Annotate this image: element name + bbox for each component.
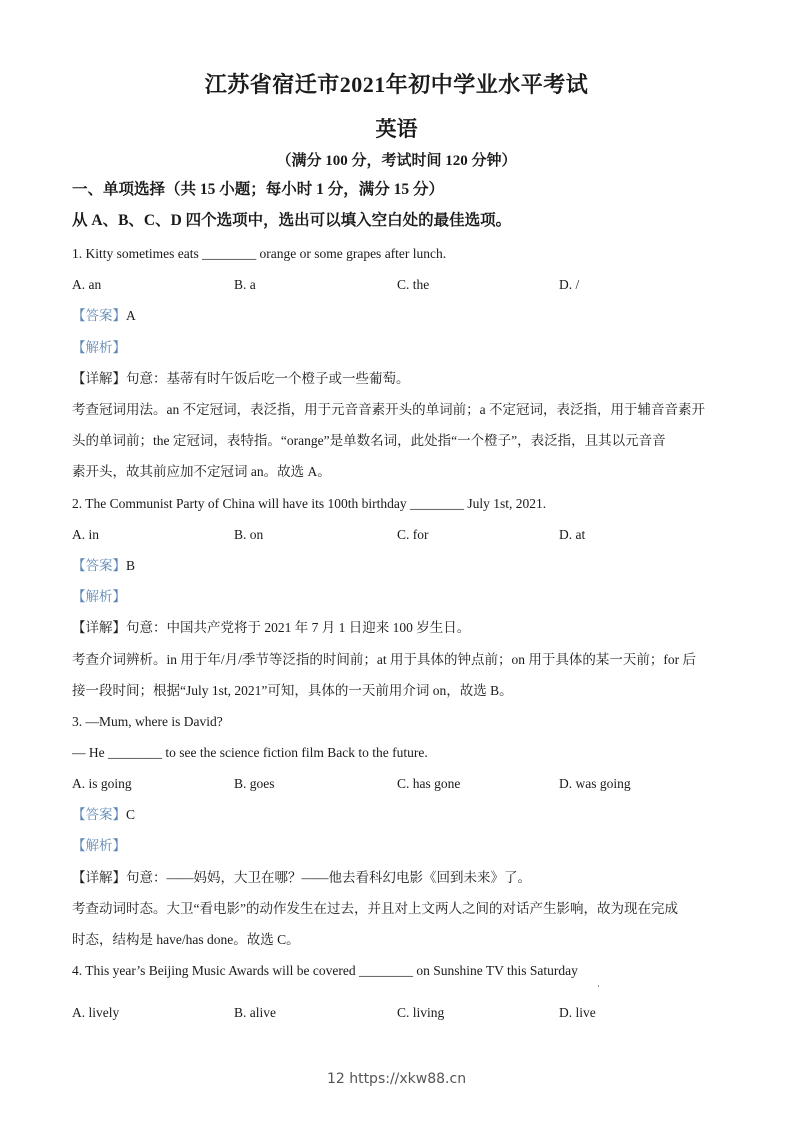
q2-option-d: D. at — [559, 527, 586, 542]
detail-label: 【详解】 — [72, 371, 126, 386]
q3-option-d: D. was going — [559, 776, 631, 791]
q4-option-c: C. living — [397, 1005, 445, 1020]
q2-option-b: B. on — [234, 527, 264, 542]
question-4-stem: 4. This year’s Beijing Music Awards will be covered ________ on Sunshine TV this Saturday — [72, 963, 578, 978]
exam-title: 江苏省宿迁市2021年初中学业水平考试 — [204, 72, 589, 97]
answer-label: 【答案】 — [72, 807, 126, 822]
detail-label: 【详解】 — [72, 870, 126, 885]
q1-explanation-2: 头的单词前；the 定冠词，表特指。“orange”是单数名词，此处指“一个橙子”，表泛指，且其以元音音 — [72, 433, 666, 448]
q1-option-a: A. an — [72, 277, 102, 292]
q3-answer — [72, 806, 135, 824]
q1-option-c: C. the — [397, 277, 430, 292]
q1-explanation-1: 考查冠词用法。an 不定冠词，表泛指，用于元音音素开头的单词前；a 不定冠词，表泛指，用于辅音音素开 — [72, 402, 705, 417]
q3-analysis-label: 【解析】 — [72, 838, 126, 853]
question-1-stem: 1. Kitty sometimes eats ________ orange or some grapes after lunch. — [72, 246, 447, 261]
q2-detail-text: 句意：中国共产党将于 2021 年 7 月 1 日迎来 100 岁生日。 — [126, 620, 471, 635]
q3-answer-value: C — [126, 807, 136, 822]
detail-label: 【详解】 — [72, 620, 126, 635]
question-3-stem-2: — He ________ to see the science fiction film Back to the future. — [72, 745, 428, 760]
section-instruction: 从 A、B、C、D 四个选项中，选出可以填入空白处的最佳选项。 — [72, 212, 512, 229]
question-3-stem-1: 3. —Mum, where is David? — [72, 714, 223, 729]
q2-analysis-label: 【解析】 — [72, 589, 126, 604]
answer-label: 【答案】 — [72, 308, 126, 323]
q1-option-d: D. / — [559, 277, 580, 292]
q1-explanation-3: 素开头，故其前应加不定冠词 an。故选 A。 — [72, 464, 331, 479]
q3-option-c: C. has gone — [397, 776, 461, 791]
q2-explanation-2: 接一段时间；根据“July 1st, 2021”可知，具体的一天前用介词 on，故选 B。 — [72, 683, 513, 698]
answer-label: 【答案】 — [72, 558, 126, 573]
q3-option-a: A. is going — [72, 776, 132, 791]
q3-explanation-2: 时态，结构是 have/has done。故选 C。 — [72, 932, 300, 947]
q1-option-b: B. a — [234, 277, 256, 292]
q1-detail — [72, 370, 410, 388]
q2-option-c: C. for — [397, 527, 429, 542]
page-footer: 12 https://xkw88.cn — [326, 1071, 467, 1087]
q4-option-d: D. live — [559, 1005, 596, 1020]
q2-option-a: A. in — [72, 527, 99, 542]
question-2-stem: 2. The Communist Party of China will have its 100th birthday ________ July 1st, 2021. — [72, 496, 547, 511]
q1-answer — [72, 307, 136, 325]
q1-answer-value: A — [126, 308, 136, 323]
q2-answer — [72, 557, 135, 575]
q4-option-a: A. lively — [72, 1005, 120, 1020]
q2-explanation-1: 考查介词辨析。in 用于年/月/季节等泛指的时间前；at 用于具体的钟点前；on 用于具体的某一天前；for 后 — [72, 652, 696, 667]
q1-analysis-label: 【解析】 — [72, 340, 126, 355]
q2-answer-value: B — [126, 558, 136, 573]
q3-detail-text: 句意：——妈妈，大卫在哪？——他去看科幻电影《回到未来》了。 — [126, 870, 531, 885]
q3-explanation-1: 考查动词时态。大卫“看电影”的动作发生在过去，并且对上文两人之间的对话产生影响，故为现在完成 — [72, 901, 678, 916]
q2-detail — [72, 619, 470, 637]
q1-detail-text: 句意：基蒂有时午饭后吃一个橙子或一些葡萄。 — [126, 371, 410, 386]
q3-detail — [72, 869, 531, 887]
q3-option-b: B. goes — [234, 776, 275, 791]
exam-subject: 英语 — [375, 117, 418, 141]
scan-artifact — [598, 985, 599, 987]
exam-info: （满分 100 分，考试时间 120 分钟） — [276, 153, 517, 169]
q4-option-b: B. alive — [234, 1005, 276, 1020]
section-heading: 一、单项选择（共 15 小题；每小时 1 分，满分 15 分） — [72, 181, 445, 198]
